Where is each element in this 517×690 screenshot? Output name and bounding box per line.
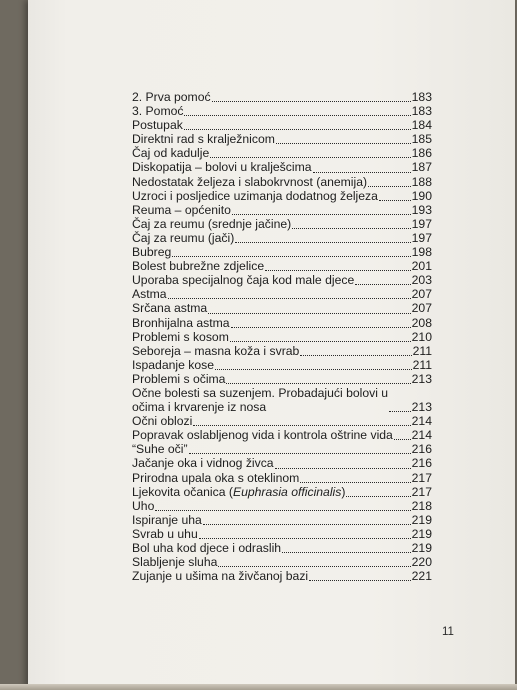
toc-entry xyxy=(132,386,432,414)
dot-leader xyxy=(309,570,411,581)
toc-entry-page: 213 xyxy=(411,400,432,415)
toc-entry xyxy=(132,104,432,118)
toc-entry-title: Čaj za reumu (jači) xyxy=(132,230,235,245)
toc-entry-page: 185 xyxy=(411,132,432,147)
toc-entry-page: 190 xyxy=(411,188,432,203)
toc-entry-title: “Suhe oči” xyxy=(132,442,188,457)
toc-entry-title: Diskopatija – bolovi u kralješcima xyxy=(132,160,312,175)
toc-entry-page: 219 xyxy=(411,526,432,541)
dot-leader xyxy=(379,190,411,201)
toc-entry-page: 218 xyxy=(411,498,432,513)
dot-leader xyxy=(368,176,411,187)
toc-entry-title: Slabljenje sluha xyxy=(132,555,218,570)
toc-entry-page: 217 xyxy=(411,470,432,485)
book-page xyxy=(28,0,515,688)
toc-entry xyxy=(132,513,432,527)
dot-leader xyxy=(355,274,410,285)
toc-entry-page: 197 xyxy=(411,230,432,245)
dot-leader xyxy=(203,514,411,525)
toc-entry-page: 211 xyxy=(412,357,432,372)
toc-entry-title: 2. Prva pomoć xyxy=(132,90,211,104)
toc-entry-title: Reuma – općenito xyxy=(132,202,231,217)
toc-entry-page: 184 xyxy=(411,118,432,133)
toc-entry xyxy=(132,499,432,513)
table-of-contents xyxy=(132,90,432,583)
toc-entry xyxy=(132,146,432,160)
toc-entry xyxy=(132,259,432,273)
toc-entry xyxy=(132,485,432,499)
dot-leader xyxy=(210,147,410,158)
toc-entry-page: 207 xyxy=(411,287,432,302)
toc-entry xyxy=(132,569,432,583)
toc-entry-page: 187 xyxy=(411,160,432,175)
toc-entry-page: 216 xyxy=(411,456,432,471)
dot-leader xyxy=(265,260,411,271)
toc-entry-page: 216 xyxy=(411,442,432,457)
toc-entry xyxy=(132,217,432,231)
toc-entry-title: Ljekovita očanica (Euphrasia officinalis) xyxy=(132,484,346,499)
toc-entry-title: Ispiranje uha xyxy=(132,512,202,527)
dot-leader xyxy=(346,486,410,497)
page-bottom-edge xyxy=(0,684,517,690)
toc-entry-title: Čaj od kadulje xyxy=(132,146,210,161)
toc-entry-page: 213 xyxy=(411,371,432,386)
toc-entry-title: 3. Pomoć xyxy=(132,104,184,119)
dot-leader xyxy=(215,359,412,370)
toc-entry-title: Svrab u uhu xyxy=(132,526,198,541)
dot-leader xyxy=(292,218,410,229)
dot-leader xyxy=(230,331,411,342)
toc-entry-title: Astma xyxy=(132,287,167,302)
toc-entry xyxy=(132,189,432,203)
toc-entry xyxy=(132,555,432,569)
toc-entry xyxy=(132,132,432,146)
toc-entry-title: Bubreg xyxy=(132,245,172,260)
toc-entry-title: Postupak xyxy=(132,118,183,133)
toc-entry-page: 220 xyxy=(411,555,432,570)
toc-entry-page: 210 xyxy=(411,329,432,344)
toc-entry xyxy=(132,527,432,541)
dot-leader xyxy=(276,133,411,144)
toc-entry xyxy=(132,414,432,428)
dot-leader xyxy=(389,401,411,412)
toc-entry-title: Direktni rad s kralježnicom xyxy=(132,132,275,147)
dot-leader xyxy=(300,472,410,483)
dot-leader xyxy=(282,542,411,553)
toc-entry-title: Bol uha kod djece i odraslih xyxy=(132,541,282,555)
dot-leader xyxy=(168,288,411,299)
toc-entry-title: Srčana astma xyxy=(132,301,208,316)
toc-entry-page: 211 xyxy=(412,343,432,358)
dot-leader xyxy=(226,373,410,384)
toc-entry-title: Uporaba specijalnog čaja kod male djece xyxy=(132,273,355,288)
toc-entry-title: Popravak oslabljenog vida i kontrola oštrine vida xyxy=(132,428,393,443)
dot-leader xyxy=(199,528,411,539)
toc-entry-page: 219 xyxy=(411,541,432,555)
toc-entry xyxy=(132,287,432,301)
toc-entry-page: 221 xyxy=(411,569,432,584)
toc-entry xyxy=(132,442,432,456)
toc-entry-page: 214 xyxy=(411,428,432,443)
toc-entry xyxy=(132,203,432,217)
toc-entry-title: Ispadanje kose xyxy=(132,357,214,372)
toc-entry-title: Seboreja – masna koža i svrab xyxy=(132,343,300,358)
toc-entry-page: 183 xyxy=(411,90,432,104)
toc-entry-page: 201 xyxy=(411,259,432,274)
dot-leader xyxy=(235,232,410,243)
dot-leader xyxy=(218,556,410,567)
toc-entry xyxy=(132,175,432,189)
dot-leader xyxy=(189,443,411,454)
dot-leader xyxy=(208,303,410,314)
toc-entry-title: Problemi s kosom xyxy=(132,329,229,344)
toc-entry-title: Očni oblozi xyxy=(132,414,193,429)
toc-entry-title: Bolest bubrežne zdjelice xyxy=(132,259,265,274)
toc-entry-page: 183 xyxy=(411,104,432,119)
page-number: 11 xyxy=(442,626,454,638)
toc-entry xyxy=(132,301,432,315)
toc-entry-page: 207 xyxy=(411,301,432,316)
toc-entry xyxy=(132,541,432,555)
toc-entry xyxy=(132,344,432,358)
toc-entry-title: Nedostatak željeza i slabokrvnost (anemija) xyxy=(132,174,368,189)
toc-entry xyxy=(132,358,432,372)
toc-entry xyxy=(132,372,432,386)
toc-entry-title: Uzroci i posljedice uzimanja dodatnog željeza xyxy=(132,188,378,203)
toc-entry-page: 186 xyxy=(411,146,432,161)
toc-entry xyxy=(132,428,432,442)
toc-entry-title: Problemi s očima xyxy=(132,371,226,386)
toc-entry xyxy=(132,330,432,344)
toc-entry-page: 193 xyxy=(411,202,432,217)
toc-entry-page: 214 xyxy=(411,414,432,429)
toc-entry xyxy=(132,118,432,132)
toc-entry-title: Čaj za reumu (srednje jačine) xyxy=(132,216,292,231)
toc-entry-page: 219 xyxy=(411,512,432,527)
toc-entry xyxy=(132,273,432,287)
toc-entry-page: 197 xyxy=(411,216,432,231)
toc-entry-page: 217 xyxy=(411,484,432,499)
toc-entry xyxy=(132,316,432,330)
toc-entry xyxy=(132,160,432,174)
dot-leader xyxy=(394,429,411,440)
dot-leader xyxy=(232,204,411,215)
toc-entry xyxy=(132,90,432,104)
toc-entry xyxy=(132,231,432,245)
toc-entry-page: 188 xyxy=(411,174,432,189)
toc-entry-title: Prirodna upala oka s oteklinom xyxy=(132,470,300,485)
dot-leader xyxy=(155,500,410,511)
dot-leader xyxy=(184,105,410,116)
dot-leader xyxy=(212,91,411,102)
dot-leader xyxy=(300,345,411,356)
toc-entry-page: 208 xyxy=(411,315,432,330)
dot-leader xyxy=(172,246,410,257)
toc-entry xyxy=(132,456,432,470)
dot-leader xyxy=(193,415,410,426)
dot-leader xyxy=(275,458,411,469)
toc-entry-title: Bronhijalna astma xyxy=(132,315,230,330)
toc-entry-title: Uho xyxy=(132,498,155,513)
toc-entry-title: Jačanje oka i vidnog živca xyxy=(132,456,274,471)
toc-entry-title: Zujanje u ušima na živčanoj bazi xyxy=(132,569,309,584)
dot-leader xyxy=(231,317,411,328)
toc-entry-title: Očne bolesti sa suzenjem. Probadajući bolovi u očima i krvarenje iz nosa xyxy=(132,385,389,415)
dot-leader xyxy=(184,119,411,130)
toc-entry-page: 203 xyxy=(411,273,432,288)
dot-leader xyxy=(313,162,411,173)
toc-entry xyxy=(132,471,432,485)
toc-entry xyxy=(132,245,432,259)
toc-entry-page: 198 xyxy=(411,245,432,260)
